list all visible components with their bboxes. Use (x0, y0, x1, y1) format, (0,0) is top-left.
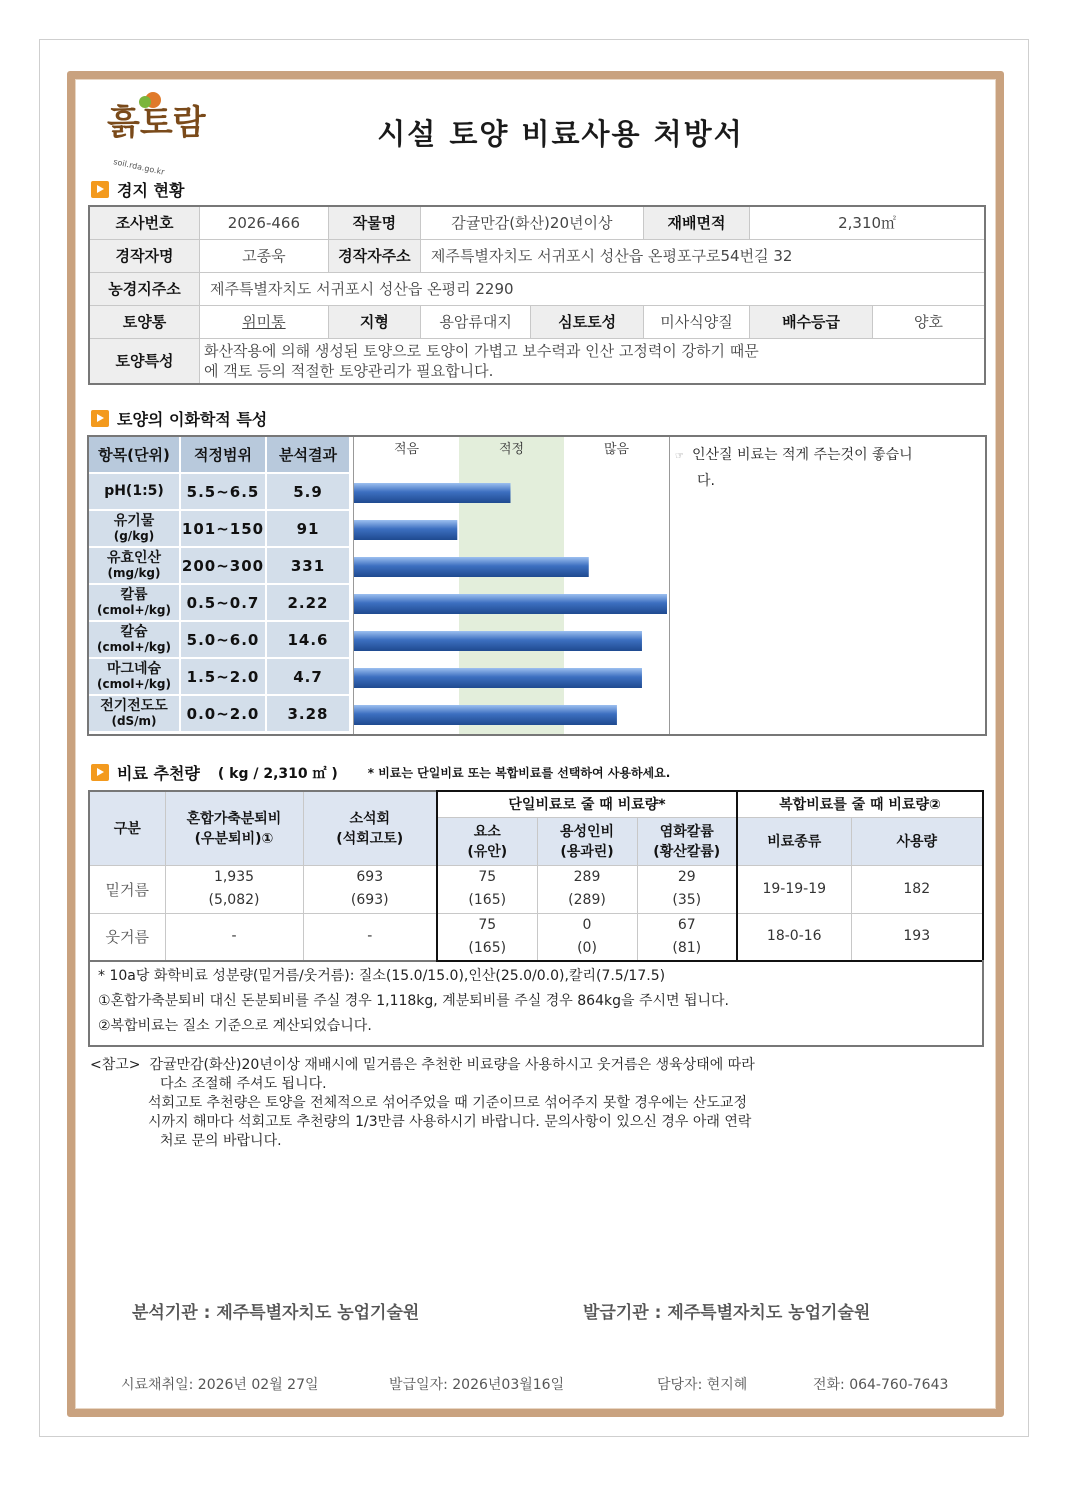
soil-table-header (89, 437, 351, 474)
section-title: 경지 현황 (117, 181, 185, 200)
subsoil-value: 미사식양질 (643, 305, 749, 338)
col-header-range: 적정범위 (181, 437, 267, 474)
soil-item-unit: (cmol+/kg) (97, 639, 171, 654)
value: 1,935 (213, 869, 255, 885)
soil-item-label: pH(1:5) (104, 483, 164, 499)
soil-item-label: 칼슘 (120, 623, 148, 640)
terrain-value: 용암류대지 (420, 305, 530, 338)
soil-item-name (89, 585, 181, 622)
crop-value: 감귤만감(화산)20년이상 (420, 206, 643, 239)
soil-table-row (89, 622, 351, 659)
zone-label: 적정 (498, 442, 525, 457)
bar-6 (354, 668, 642, 688)
compost-header-line2: (우분퇴비)① (194, 831, 274, 848)
soil-table-row (89, 474, 351, 511)
soil-item-label: 유기물 (113, 512, 155, 529)
urea-header-line2: (유안) (467, 844, 508, 860)
value-alt: (165) (468, 939, 507, 956)
value: 289 (573, 869, 601, 885)
issuing-institution: 발급기관 : 제주특별자치도 농업기술원 (583, 1303, 871, 1323)
value: 693 (356, 869, 384, 885)
soil-item-label: 칼륨 (120, 586, 148, 603)
urea-cell (437, 865, 537, 913)
bar-4 (354, 594, 667, 614)
soil-table-row (89, 585, 351, 622)
terrain-label: 지형 (328, 305, 420, 338)
soil-comment-line2: 다. (697, 473, 715, 489)
soil-table-row (89, 548, 351, 585)
col-compound-amount: 사용량 (851, 817, 983, 865)
logo-url: soil.rda.go.kr (112, 157, 166, 177)
drainage-value: 양호 (872, 305, 985, 338)
soil-item-result: 91 (267, 511, 351, 548)
bar-2 (354, 520, 457, 540)
soil-comment (675, 443, 975, 493)
row-label: 밑거름 (89, 865, 165, 913)
value-alt: (693) (350, 892, 389, 908)
logo-mark: 흙토람 (107, 103, 206, 143)
compost-cell (165, 865, 303, 913)
soil-item-result: 331 (267, 548, 351, 585)
soil-item-name (89, 511, 181, 548)
value: 75 (478, 916, 497, 933)
soil-item-name (89, 548, 181, 585)
soil-table-row (89, 659, 351, 696)
col-phosphate (537, 817, 637, 865)
soil-comment-line1: 인산질 비료는 적게 주는것이 좋습니 (691, 447, 913, 463)
urea-cell (437, 913, 537, 961)
section-heading-soil-properties (91, 407, 267, 430)
soil-item-label: 유효인산 (106, 549, 162, 566)
soil-character-label: 토양특성 (89, 338, 199, 384)
soil-item-range: 0.5~0.7 (181, 585, 267, 622)
reference-notes (90, 1056, 890, 1151)
soil-properties-panel (87, 435, 987, 736)
soil-item-range: 5.0~6.0 (181, 622, 267, 659)
drainage-label: 배수등급 (750, 305, 873, 338)
compost-header-line1: 혼합가축분퇴비 (186, 811, 282, 828)
soil-table-row (89, 696, 351, 733)
soil-item-name (89, 622, 181, 659)
fertilizer-table (88, 790, 984, 962)
value-alt: (0) (577, 939, 597, 956)
col-compound-fertilizer: 복합비료를 줄 때 비료량② (737, 791, 983, 817)
value: 29 (677, 869, 696, 885)
phos-header-line1: 용성인비 (559, 824, 615, 840)
col-compound-type: 비료종류 (737, 817, 851, 865)
phone: 전화: 064-760-7643 (813, 1377, 949, 1393)
col-potash (637, 817, 737, 865)
bar-5 (354, 631, 642, 651)
soil-item-range: 0.0~2.0 (181, 696, 267, 733)
soil-item-range: 5.5~6.5 (181, 474, 267, 511)
col-header-result: 분석결과 (267, 437, 351, 474)
soil-item-result: 14.6 (267, 622, 351, 659)
subsoil-label: 심토토성 (531, 305, 644, 338)
section-title: 토양의 이화학적 특성 (117, 410, 268, 429)
phosphate-cell (537, 913, 637, 961)
lime-cell (303, 913, 437, 961)
soil-item-range: 101~150 (181, 511, 267, 548)
value: - (231, 928, 237, 944)
phosphate-cell (537, 865, 637, 913)
reference-line: 시까지 해마다 석회고토 추천량의 1/3만큼 사용하시기 바랍니다. 문의사항이 있으신 경우 아래 연락 (148, 1114, 752, 1130)
pointing-hand-icon: ☞ (675, 451, 684, 462)
analysis-institution: 분석기관 : 제주특별자치도 농업기술원 (132, 1303, 420, 1323)
value: 75 (478, 869, 497, 885)
lime-header-line1: 소석회 (349, 811, 391, 828)
row-label: 웃거름 (89, 913, 165, 961)
value-alt: (5,082) (208, 892, 260, 908)
compound-type-cell: 18-0-16 (737, 913, 851, 961)
soil-character-line2: 에 객토 등의 적절한 토양관리가 필요합니다. (203, 361, 494, 380)
farmer-value: 고종욱 (199, 239, 328, 272)
soil-item-range: 200~300 (181, 548, 267, 585)
arrow-box-icon (91, 181, 109, 198)
survey-no-label: 조사번호 (89, 206, 199, 239)
col-urea (437, 817, 537, 865)
compound-amount-cell: 193 (851, 913, 983, 961)
farmer-address-label: 경작자주소 (328, 239, 420, 272)
soil-character-line1: 화산작용에 의해 생성된 토양으로 토양이 가볍고 보수력과 인산 고정력이 강하기 때문 (203, 341, 759, 360)
soil-item-name (89, 696, 181, 733)
soil-level-chart-svg (354, 437, 669, 734)
urea-header-line1: 요소 (473, 824, 501, 840)
soil-item-name (89, 659, 181, 696)
soil-table-row (89, 511, 351, 548)
soil-item-name (89, 474, 181, 511)
lime-cell (303, 865, 437, 913)
value-alt: (35) (672, 892, 702, 908)
officer: 담당자: 현지혜 (657, 1377, 748, 1393)
bar-1 (354, 483, 511, 503)
value-alt: (81) (672, 939, 702, 956)
area-label: 재배면적 (643, 206, 749, 239)
compost-cell (165, 913, 303, 961)
phos-header-line2: (용과린) (560, 844, 614, 860)
area-value: 2,310㎡ (750, 206, 985, 239)
section-heading-fertilizer (91, 761, 670, 784)
issue-date: 발급일자: 2026년03월16일 (389, 1377, 565, 1393)
field-status-table (88, 205, 986, 385)
crop-label: 작물명 (328, 206, 420, 239)
optimal-zone (459, 437, 564, 734)
reference-tag: <참고> (90, 1057, 141, 1073)
value: - (367, 928, 373, 944)
soil-item-unit: (mg/kg) (107, 565, 161, 580)
table-row (89, 913, 983, 961)
soil-item-result: 3.28 (267, 696, 351, 733)
zone-label: 많음 (603, 442, 630, 457)
farmer-label: 경작자명 (89, 239, 199, 272)
reference-line: 석회고토 추천량은 토양을 전체적으로 섞어주었을 때 기준이므로 섞어주지 못할 경우에는 산도교정 (148, 1095, 747, 1111)
col-lime (303, 791, 437, 865)
value-alt: (289) (568, 892, 606, 908)
col-category: 구분 (89, 791, 165, 865)
survey-no-value: 2026-466 (199, 206, 328, 239)
arrow-box-icon (91, 764, 109, 781)
sample-date: 시료채취일: 2026년 02월 27일 (121, 1377, 319, 1393)
arrow-box-icon (91, 410, 109, 427)
zone-label: 적음 (393, 442, 420, 457)
col-header-item: 항목(단위) (89, 437, 181, 474)
soil-item-result: 5.9 (267, 474, 351, 511)
fertilizer-unit: ( kg / 2,310 ㎡ ) (217, 765, 338, 782)
value-alt: (165) (468, 892, 507, 908)
potash-header-line1: 염화칼륨 (659, 824, 714, 840)
soil-item-range: 1.5~2.0 (181, 659, 267, 696)
compound-amount-cell: 182 (851, 865, 983, 913)
note-line: * 10a당 화학비료 성분량(밑거름/웃거름): 질소(15.0/15.0),인산(25.0/0.0),칼리(7.5/17.5) (98, 968, 666, 984)
soil-item-unit: (g/kg) (113, 528, 155, 543)
table-row (89, 865, 983, 913)
compound-type-cell: 19-19-19 (737, 865, 851, 913)
page-title: 시설 토양 비료사용 처방서 (377, 117, 744, 151)
farmer-address-value: 제주특별자치도 서귀포시 성산읍 온평포구로54번길 32 (420, 239, 985, 272)
note-line: ②복합비료는 질소 기준으로 계산되었습니다. (98, 1018, 372, 1034)
soil-item-result: 2.22 (267, 585, 351, 622)
note-line: ①혼합가축분퇴비 대신 돈분퇴비를 주실 경우 1,118kg, 계분퇴비를 주실 경우 864kg을 주시면 됩니다. (98, 993, 730, 1009)
value: 67 (677, 916, 696, 933)
col-compost (165, 791, 303, 865)
potash-cell (637, 913, 737, 961)
section-title: 비료 추천량 (117, 764, 200, 783)
reference-line: 감귤만감(화산)20년이상 재배시에 밑거름은 추천한 비료량을 사용하시고 웃거름은 생육상태에 따라 (149, 1057, 755, 1073)
soil-item-unit: (cmol+/kg) (97, 676, 171, 691)
potash-cell (637, 865, 737, 913)
bar-3 (354, 557, 589, 577)
fertilizer-notes (88, 960, 984, 1047)
potash-header-line2: (황산칼륨) (653, 844, 721, 860)
col-single-fertilizer: 단일비료로 줄 때 비료량* (437, 791, 737, 817)
soil-series-label: 토양통 (89, 305, 199, 338)
soil-item-result: 4.7 (267, 659, 351, 696)
soil-item-label: 마그네슘 (106, 660, 162, 677)
soil-item-unit: (dS/m) (111, 713, 157, 728)
lime-header-line2: (석회고토) (336, 831, 404, 848)
field-address-label: 농경지주소 (89, 272, 199, 305)
soil-level-chart (353, 437, 670, 734)
soil-character-value (199, 338, 985, 384)
soil-series-link[interactable]: 위미통 (199, 305, 328, 338)
soil-item-label: 전기전도도 (100, 697, 168, 714)
bar-7 (354, 705, 617, 725)
reference-line: 다소 조절해 주셔도 됩니다. (160, 1076, 327, 1092)
field-address-value: 제주특별자치도 서귀포시 성산읍 온평리 2290 (199, 272, 985, 305)
fertilizer-note: * 비료는 단일비료 또는 복합비료를 선택하여 사용하세요. (367, 766, 671, 780)
reference-line: 처로 문의 바랍니다. (160, 1133, 282, 1149)
section-heading-field-status (91, 178, 184, 201)
value: 0 (582, 916, 592, 933)
soil-item-unit: (cmol+/kg) (97, 602, 171, 617)
